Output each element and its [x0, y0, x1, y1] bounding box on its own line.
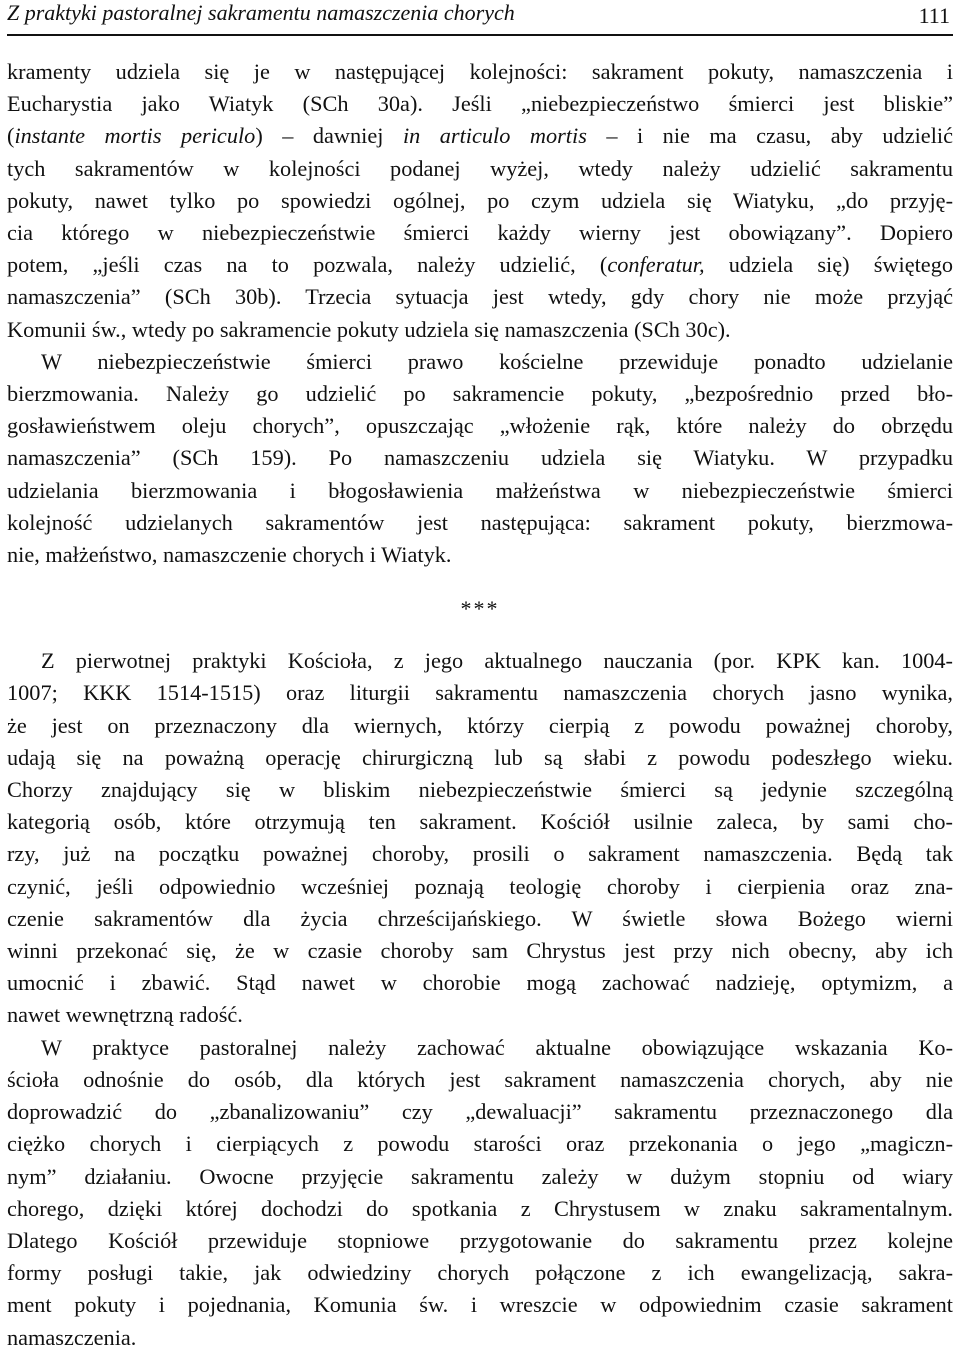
paragraph-pastoral-practice: [7, 1032, 953, 1354]
body-text: [7, 56, 953, 1354]
paragraph-sacrament-order: [7, 56, 953, 346]
text-line: cia którego w niebezpieczeństwie śmierci każdy wierny jest obowiązany”. Dopiero: [7, 220, 953, 246]
text-line: nym” działaniu. Owocne przyjęcie sakramentu zależy w dużym stopniu od wiary: [7, 1163, 953, 1189]
text-line: Dlatego Kościół przewiduje stopniowe przygotowanie do sakramentu przez kolejne: [7, 1227, 953, 1253]
text-span: – i nie ma czasu, aby udzielić: [586, 123, 953, 149]
page-number: 111: [918, 3, 950, 28]
text-line: Komunii św., wtedy po sakramencie pokuty udziela się namaszczenia (SCh 30c).: [7, 316, 731, 342]
text-line: nawet wewnętrzną radość.: [7, 1002, 243, 1028]
text-line: rzy, już na początku poważnej choroby, prosili o sakrament namaszczenia. Będą tak: [7, 841, 953, 867]
text-line: gosławieństwem oleju chorych”, opuszczając „włożenie rąk, które należy do obrzędu: [7, 413, 953, 439]
text-line: nie, małżeństwo, namaszczenie chorych i Wiatyk.: [7, 542, 452, 568]
text-span: ) – dawniej: [255, 123, 403, 149]
text-line: bierzmowania. Należy go udzielić po sakramencie pokuty, „bezpośrednio przed bło-: [7, 381, 953, 407]
text-line: ciężko chorych i cierpiących z powodu starości oraz przekonania o jego „magiczn-: [7, 1131, 953, 1157]
text-span: udziela się) świętego: [704, 252, 953, 278]
text-line: że jest on przeznaczony dla wiernych, którzy cierpią z powodu poważnej choroby,: [7, 712, 953, 738]
text-line: czenie sakramentów dla życia chrześcijańskiego. W świetle słowa Bożego wierni: [7, 905, 953, 931]
text-line: chorego, dzięki której dochodzi do spotkania z Chrystusem w znaku sakramentalnym.: [7, 1195, 953, 1221]
text-line: doprowadzić do „zbanalizowaniu” czy „dewaluacji” sakramentu przeznaczonego dla: [7, 1099, 953, 1125]
paragraph-recipients: [7, 645, 953, 1031]
text-line: 1007; KKK 1514-1515) oraz liturgii sakramentu namaszczenia chorych jasno wynika,: [7, 680, 953, 706]
text-line: ment pokuty i pojednania, Komunia św. i wreszcie w odpowiednim czasie sakrament: [7, 1292, 953, 1318]
section-separator: ***: [460, 596, 500, 622]
running-title: Z praktyki pastoralnej sakramentu namaszczenia chorych: [7, 0, 515, 25]
text-line: kategorią osób, które otrzymują ten sakrament. Kościół usilnie zaleca, by sami cho-: [7, 809, 953, 835]
latin-term: conferatur,: [607, 252, 705, 278]
text-line: Eucharystia jako Wiatyk (SCh 30a). Jeśli „niebezpieczeństwo śmierci jest bliskie”: [7, 91, 953, 117]
text-line: Z pierwotnej praktyki Kościoła, z jego aktualnego nauczania (por. KPK kan. 1004-: [41, 648, 953, 674]
text-line: Chorzy znajdujący się w bliskim niebezpieczeństwie śmierci są jedynie szczególną: [7, 777, 953, 803]
text-line: umocnić i zbawić. Stąd nawet w chorobie mogą zachować nadzieję, optymizm, a: [7, 970, 953, 996]
text-line: W praktyce pastoralnej należy zachować aktualne obowiązujące wskazania Ko-: [41, 1034, 953, 1060]
text-span: potem, „jeśli czas na to pozwala, należy udzielić, (: [7, 252, 608, 278]
paragraph-confirmation: [7, 346, 953, 571]
text-line: [7, 249, 953, 281]
text-line: W niebezpieczeństwie śmierci prawo kościelne przewiduje ponadto udzielanie: [41, 348, 953, 374]
latin-term: instante mortis periculo: [14, 123, 256, 149]
text-line: namaszczenia” (SCh 30b). Trzecia sytuacja jest wtedy, gdy chory nie może przyjąć: [7, 284, 953, 310]
text-line: namaszczenia” (SCh 159). Po namaszczeniu udziela się Wiatyku. W przypadku: [7, 445, 953, 471]
text-span: (: [7, 123, 15, 149]
running-header: [7, 0, 953, 36]
latin-term: in articulo mortis: [402, 123, 587, 149]
text-line: udzielania bierzmowania i błogosławienia małżeństwa w niebezpieczeństwie śmierci: [7, 477, 953, 503]
text-line: ścioła odnośnie do osób, dla których jest sakrament namaszczenia chorych, aby nie: [7, 1066, 953, 1092]
text-line: formy posługi takie, jak odwiedziny chorych połączone z ich ewangelizacją, sakra-: [7, 1260, 953, 1286]
text-line: pokuty, nawet tylko po spowiedzi ogólnej, po czym udziela się Wiatyku, „do przyję-: [7, 187, 953, 213]
text-line: kramenty udziela się je w następującej kolejności: sakrament pokuty, namaszczenia i: [7, 59, 953, 84]
text-line: tych sakramentów w kolejności podanej wyżej, wtedy należy udzielić sakramentu: [7, 155, 953, 181]
text-line: winni przekonać się, że w czasie choroby sam Chrystus jest przy nich obecny, aby ich: [7, 938, 953, 964]
text-line: udają się na poważną operację chirurgiczną lub są słabi z powodu podeszłego wieku.: [7, 744, 953, 770]
text-line: kolejność udzielanych sakramentów jest następująca: sakrament pokuty, bierzmowa-: [7, 509, 953, 535]
text-line: namaszczenia.: [7, 1324, 137, 1350]
text-line: czynić, jeśli odpowiednio wcześniej poznają teologię choroby i cierpienia oraz zna-: [7, 873, 953, 899]
text-line: [7, 120, 953, 152]
